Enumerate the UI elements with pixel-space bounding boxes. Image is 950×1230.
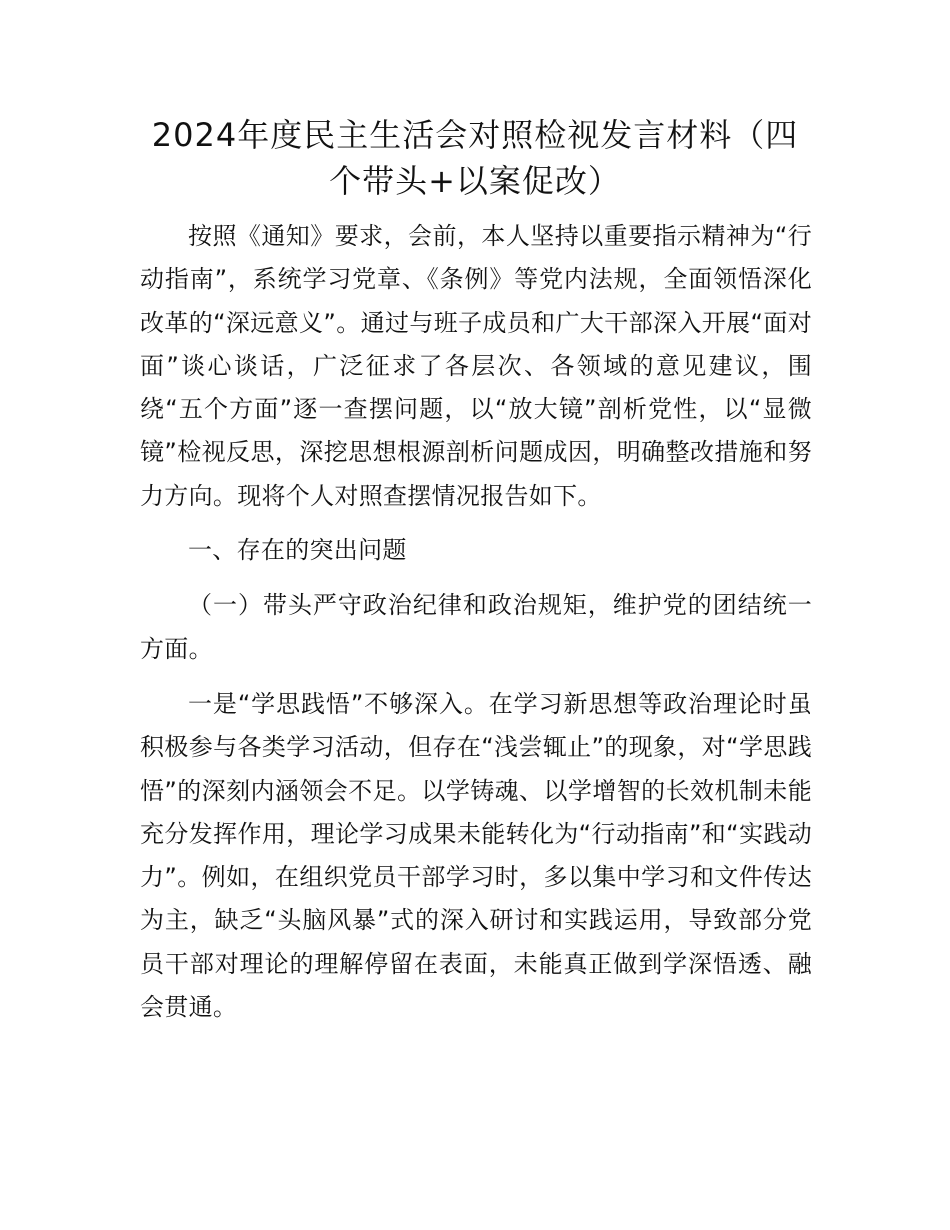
subsection-heading: （一）带头严守政治纪律和政治规矩，维护党的团结统一方面。	[140, 591, 812, 663]
intro-paragraph: 按照《通知》要求，会前，本人坚持以重要指示精神为“行动指南”，系统学习党章、《条例》等党内法规，全面领悟深化改革的“深远意义”。通过与班子成员和广大干部深入开展“面对面”谈心谈话，广泛征求了各层次、各领域的意见建议，围绕“五个方面”逐一查摆问题，以“放大镜”剖析党性，以“显微镜”检视反思，深挖思想根源剖析问题成因，明确整改措施和努力方向。现将个人对照查摆情况报告如下。	[140, 222, 812, 510]
point-one-paragraph: 一是“学思践悟”不够深入。在学习新思想等政治理论时虽积极参与各类学习活动，但存在“浅尝辄止”的现象，对“学思践悟”的深刻内涵领会不足。以学铸魂、以学增智的长效机制未能充分发挥作用，理论学习成果未能转化为“行动指南”和“实践动力”。例如，在组织党员干部学习时，多以集中学习和文件传达为主，缺乏“头脑风暴”式的深入研讨和实践运用，导致部分党员干部对理论的理解停留在表面，未能真正做到学深悟透、融会贯通。	[140, 689, 812, 1022]
document-title: 2024年度民主生活会对照检视发言材料（四个带头+以案促改）	[151, 116, 799, 200]
section-heading: 一、存在的突出问题	[188, 536, 407, 565]
document-body	[140, 215, 812, 1029]
